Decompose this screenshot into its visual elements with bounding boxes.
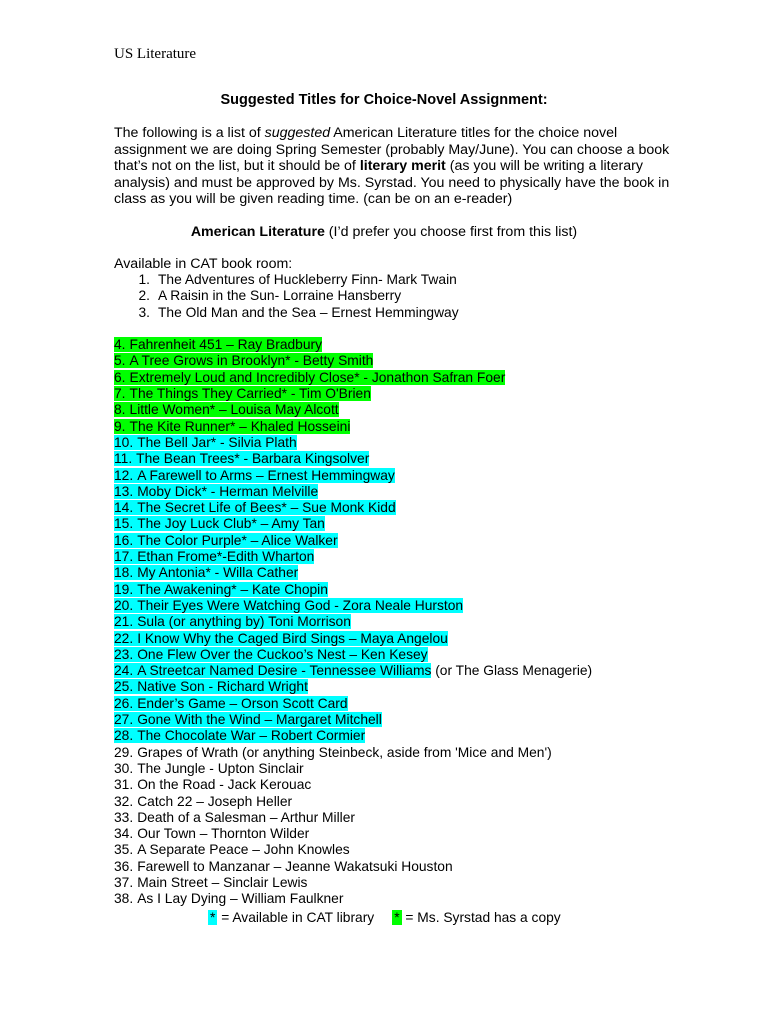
list-item-number: 2. (138, 288, 150, 304)
list-item-highlight (114, 582, 328, 597)
list-item-number: 15. (114, 516, 134, 532)
available-label: Available in CAT book room: (114, 256, 293, 272)
list-item (114, 533, 734, 549)
legend (208, 910, 561, 925)
intro-emphasis: suggested (264, 125, 331, 141)
list-item (114, 402, 734, 418)
intro-text-3: (as you will be writing a literary analysis) and must be approved by Ms. Syrstad. You need to physically have the book in class as you will be given reading time. (can be on an e-reader) (114, 158, 670, 207)
list-item-title: Native Son - Richard Wright (137, 679, 308, 695)
list-item-highlight (114, 549, 314, 564)
list-item (114, 484, 734, 500)
list-item (114, 712, 734, 728)
legend-cyan-swatch: * (210, 910, 216, 925)
list-item (114, 794, 734, 810)
list-item-title: The Color Purple* – Alice Walker (137, 532, 338, 548)
list-item (114, 272, 734, 288)
list-item-highlight (114, 842, 350, 857)
list-item (114, 696, 734, 712)
list-item-number: 25. (114, 679, 134, 695)
list-item-number: 4. (114, 337, 126, 353)
list-item-number: 7. (114, 386, 126, 402)
list-item-title: As I Lay Dying – William Faulkner (137, 891, 344, 907)
book-list (114, 272, 734, 908)
list-item-title: Main Street – Sinclair Lewis (137, 874, 308, 890)
list-item-number: 1. (138, 272, 150, 287)
list-item (114, 516, 734, 532)
list-item (114, 631, 734, 647)
list-item-title: Catch 22 – Joseph Heller (137, 793, 293, 809)
list-item-highlight (114, 745, 552, 760)
list-item-highlight (114, 794, 292, 809)
list-item (114, 745, 734, 761)
list-item (114, 777, 734, 793)
list-item-number: 13. (114, 483, 134, 499)
list-item (114, 875, 734, 891)
list-item-number: 38. (114, 891, 134, 907)
section-heading (0, 224, 768, 240)
list-item-title: Their Eyes Were Watching God - Zora Neale Hurston (137, 597, 464, 613)
list-item-highlight (114, 826, 309, 841)
list-item-title: Sula (or anything by) Toni Morrison (137, 614, 351, 630)
list-item-number: 31. (114, 777, 134, 793)
list-item-title: The Things They Carried* - Tim O'Brien (129, 386, 371, 402)
list-item-title: I Know Why the Caged Bird Sings – Maya Angelou (137, 630, 448, 646)
list-item-highlight (114, 891, 343, 906)
list-item-title: The Bean Trees* - Barbara Kingsolver (136, 451, 370, 467)
intro-bold: literary merit (359, 158, 446, 174)
list-item-highlight (114, 386, 371, 401)
list-item-highlight (114, 663, 431, 678)
list-item (114, 810, 734, 826)
list-item-number: 18. (114, 565, 134, 581)
list-item-highlight (114, 500, 396, 515)
list-item-number: 10. (114, 434, 134, 450)
list-item (114, 288, 734, 304)
list-item (114, 305, 734, 321)
list-item (114, 435, 734, 451)
list-item-number: 5. (114, 353, 126, 369)
intro-text-2: American Literature titles for the choice novel assignment we are doing Spring Semester (probably May/June). You can choose a book that’s not on the list, but it should be of (114, 125, 670, 174)
list-item-highlight (114, 353, 373, 368)
list-item-title: One Flew Over the Cuckoo’s Nest – Ken Kesey (137, 646, 428, 662)
list-item-number: 20. (114, 597, 134, 613)
list-item-highlight (114, 631, 448, 646)
list-item-number: 11. (114, 451, 133, 467)
list-item-number: 23. (114, 646, 134, 662)
list-item (114, 451, 734, 467)
list-item-highlight (114, 712, 382, 727)
list-item-highlight (114, 679, 308, 694)
list-item-title: Fahrenheit 451 – Ray Bradbury (129, 337, 323, 353)
list-item-highlight (114, 647, 428, 662)
list-item-number: 24. (114, 663, 134, 679)
list-item-title: A Farewell to Arms – Ernest Hemmingway (137, 467, 395, 483)
list-item-number: 33. (114, 809, 134, 825)
list-spacer (114, 321, 734, 337)
list-item (114, 728, 734, 744)
list-item-highlight (114, 451, 369, 466)
list-item (114, 826, 734, 842)
list-item-number: 3. (138, 304, 150, 320)
list-item (114, 565, 734, 581)
list-item-highlight (114, 435, 297, 450)
list-item-number: 34. (114, 826, 134, 842)
list-item-highlight (114, 810, 355, 825)
list-item-title: A Streetcar Named Desire - Tennessee Williams (137, 663, 432, 679)
list-item (114, 891, 734, 907)
list-item-number: 29. (114, 744, 134, 760)
document-title: Suggested Titles for Choice-Novel Assignment: (220, 92, 548, 108)
list-item (114, 353, 734, 369)
list-item-title: The Bell Jar* - Silvia Plath (137, 434, 297, 450)
list-item-highlight (114, 419, 350, 434)
list-item-title: Ethan Frome*-Edith Wharton (137, 549, 315, 565)
list-item-highlight (114, 516, 325, 531)
list-item-title: A Tree Grows in Brooklyn* - Betty Smith (129, 353, 374, 369)
list-item-number: 36. (114, 858, 134, 874)
list-item-highlight (114, 598, 463, 613)
list-item-title: The Kite Runner* – Khaled Hosseini (129, 418, 351, 434)
list-item (114, 614, 734, 630)
list-item-number: 26. (114, 695, 134, 711)
list-item (114, 679, 734, 695)
legend-cyan-text: = Available in CAT library (217, 910, 375, 925)
list-item-title: Extremely Loud and Incredibly Close* - Jonathon Safran Foer (129, 369, 506, 385)
list-item-number: 28. (114, 728, 134, 744)
list-item-number: 37. (114, 874, 134, 890)
list-item-title: Grapes of Wrath (or anything Steinbeck, aside from 'Mice and Men') (137, 744, 552, 760)
list-item-highlight (114, 761, 304, 776)
list-item-highlight (114, 484, 318, 499)
list-item-highlight (114, 875, 307, 890)
intro-text-1: The following is a list of (114, 125, 265, 141)
legend-green-text: = Ms. Syrstad has a copy (401, 910, 561, 925)
list-item-highlight (114, 777, 311, 792)
list-item-highlight (114, 337, 322, 352)
list-item-highlight (114, 614, 351, 629)
list-item (114, 663, 734, 679)
section-heading-note: (I’d prefer you choose first from this list) (324, 224, 578, 240)
list-item-title: Little Women* – Louisa May Alcott (129, 402, 339, 418)
list-item-title: On the Road - Jack Kerouac (137, 777, 312, 793)
list-item-title: A Separate Peace – John Knowles (137, 842, 350, 858)
list-item-title: Ender’s Game – Orson Scott Card (137, 695, 348, 711)
list-item (114, 598, 734, 614)
list-item-highlight (114, 565, 298, 580)
list-item-highlight (114, 728, 365, 743)
list-item (114, 419, 734, 435)
list-item-title: Gone With the Wind – Margaret Mitchell (137, 712, 382, 728)
list-item (114, 337, 734, 353)
list-item-highlight (114, 370, 505, 385)
list-item (114, 859, 734, 875)
list-item-number: 14. (114, 500, 134, 516)
intro-paragraph (114, 125, 674, 208)
legend-green-swatch: * (394, 910, 400, 925)
list-item-highlight (114, 859, 453, 874)
list-item-number: 16. (114, 532, 134, 548)
list-item-number: 21. (114, 614, 134, 630)
list-item-title: My Antonia* - Willa Cather (137, 565, 299, 581)
list-item-number: 12. (114, 467, 134, 483)
list-item-title: The Jungle - Upton Sinclair (137, 760, 304, 776)
list-item (114, 370, 734, 386)
list-item (114, 842, 734, 858)
list-item (114, 761, 734, 777)
list-item-suffix: (or The Glass Menagerie) (431, 663, 593, 679)
list-item (114, 549, 734, 565)
list-item (114, 386, 734, 402)
list-item-number: 32. (114, 793, 134, 809)
list-item-number: 19. (114, 581, 134, 597)
list-item-number: 6. (114, 369, 126, 385)
list-item-highlight (114, 468, 395, 483)
list-item-highlight (114, 696, 348, 711)
list-item-title: The Joy Luck Club* – Amy Tan (137, 516, 325, 532)
list-item-title: The Adventures of Huckleberry Finn- Mark Twain (158, 272, 457, 287)
list-item-title: The Awakening* – Kate Chopin (137, 581, 328, 597)
list-item-title: The Old Man and the Sea – Ernest Hemmingway (158, 304, 459, 320)
list-item (114, 582, 734, 598)
list-item (114, 468, 734, 484)
list-item-title: Moby Dick* - Herman Melville (137, 483, 319, 499)
list-item-title: Death of a Salesman – Arthur Miller (137, 809, 355, 825)
course-header: US Literature (114, 46, 197, 62)
list-item-number: 17. (114, 549, 134, 565)
list-item-number: 27. (114, 712, 134, 728)
list-item-number: 30. (114, 760, 134, 776)
list-item-title: The Secret Life of Bees* – Sue Monk Kidd (137, 500, 396, 516)
list-item-number: 9. (114, 418, 126, 434)
list-item (114, 647, 734, 663)
list-item-title: Our Town – Thornton Wilder (137, 826, 310, 842)
list-item (114, 500, 734, 516)
list-item-highlight (114, 402, 339, 417)
list-item-title: Farewell to Manzanar – Jeanne Wakatsuki Houston (137, 858, 453, 874)
list-item-title: The Chocolate War – Robert Cormier (137, 728, 366, 744)
list-item-number: 22. (114, 630, 134, 646)
list-item-title: A Raisin in the Sun- Lorraine Hansberry (158, 288, 402, 304)
list-item-number: 35. (114, 842, 134, 858)
section-heading-title: American Literature (190, 224, 325, 240)
list-item-highlight (114, 533, 338, 548)
list-item-number: 8. (114, 402, 126, 418)
